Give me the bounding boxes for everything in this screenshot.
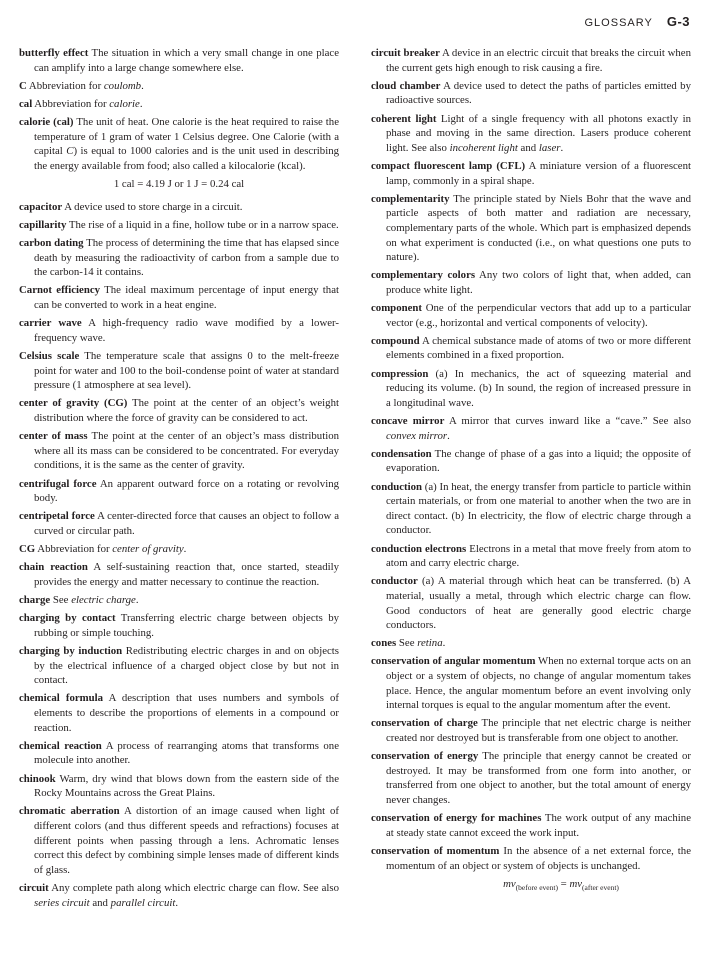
glossary-definition: A self-sustaining reaction that, once started, steadily provides the energy and matter necessary to continue the reaction. [34,561,340,588]
glossary-entry [19,542,339,557]
glossary-definition: A device used to store charge in a circuit. [62,200,243,213]
glossary-definition: The principle stated by Niels Bohr that the wave and particle aspects of both matter and radiation are necessary, complementary parts of the whole. Which part is emphasized depends on what experiment is conducted (i.e., on what questions one puts to nature). [386,192,691,264]
glossary-entry [371,192,691,265]
glossary-term: complementarity [371,192,450,205]
glossary-definition: One of the perpendicular vectors that add up to a particular vector (e.g., horizontal and vertical components of velocity). [386,302,691,329]
glossary-entry [371,79,691,108]
momentum-lhs-subscript: (before event) [515,882,558,892]
glossary-definition: Abbreviation for [26,79,104,92]
glossary-entry [19,79,339,94]
glossary-definition: . [141,79,144,92]
glossary-term: cloud chamber [371,79,441,92]
glossary-definition: Any two colors of light that, when added, can produce white light. [386,269,691,296]
momentum-formula [431,877,691,896]
glossary-definition: . [175,896,179,909]
glossary-term: component [371,302,422,315]
right-column [371,46,691,896]
glossary-term: compound [371,334,420,347]
glossary-definition: A center-directed force that causes an object to follow a curved or circular path. [34,510,339,537]
glossary-definition: Light of a single frequency with all photons exactly in phase and moving in the same direction. Lasers produce coherent light. See also [386,112,691,154]
glossary-entry [371,636,691,651]
glossary-term: conservation of angular momentum [371,655,536,668]
glossary-definition: (a) In heat, the energy transfer from particle to particle within certain materials, or from one material to another when the two are in direct contact. (b) In electricity, the flow of electric charge through a conductor. [386,480,691,537]
glossary-definition: The situation in which a very small change in one place can amplify into a large change somewhere else. [34,47,339,74]
glossary-definition: Abbreviation for [32,97,110,110]
glossary-entry [371,811,691,840]
glossary-definition: A device in an electric circuit that breaks the circuit when the current gets high enough to risk causing a fire. [386,47,691,74]
glossary-term: compact fluorescent lamp (CFL) [371,159,526,172]
equals-sign: = [557,877,570,890]
glossary-term: circuit breaker [371,47,440,59]
momentum-rhs-subscript: (after event) [582,882,619,892]
glossary-definition: . [183,543,187,556]
glossary-definition: A chemical substance made of atoms of two or more different elements combined in a fixed proportion. [386,334,691,362]
cross-reference: coulomb [103,79,142,92]
glossary-term: circuit [19,881,49,894]
glossary-entry [19,396,339,425]
glossary-definition: A device used to detect the paths of particles emitted by radioactive sources. [386,79,691,107]
calorie-formula: 1 cal = 4.19 J or 1 J = 0.24 cal [113,178,245,191]
glossary-entry [371,301,691,330]
glossary-definition: The process of determining the time that has elapsed since death by measuring the radioactivity of carbon from a sample due to the carbon-14 it contains. [34,237,339,279]
glossary-entry [371,574,691,632]
glossary-entry [19,283,339,312]
glossary-term: chinook [19,772,56,785]
glossary-entry [371,268,691,297]
left-column [19,46,339,914]
glossary-entry [19,881,339,910]
cross-reference: parallel circuit [110,896,176,909]
glossary-term: charging by contact [19,612,116,625]
glossary-entry [19,349,339,393]
glossary-entry [371,716,691,745]
glossary-term: conduction electrons [371,542,467,555]
glossary-definition: A mirror that curves inward like a “cave.” See also [444,415,691,427]
glossary-entry [19,477,339,506]
glossary-entry [19,97,339,112]
glossary-definition: The change of phase of a gas into a liquid; the opposite of evaporation. [386,447,691,475]
glossary-definition: A distortion of an image caused when light of different colors (and thus different speeds and refractions) focuses at different points when passing through a lens. Achromatic lenses correct this defect by combining simple lenses made of different kinds of glass. [34,805,340,876]
glossary-term: Celsius scale [19,350,80,363]
page-number: G-3 [666,14,690,29]
glossary-term: center of mass [19,430,88,443]
glossary-entry [371,844,691,873]
glossary-definition: The point at the center of an object’s mass distribution where all its mass can be considered to be concentrated. For everyday conditions, it is the same as the center of gravity. [34,430,339,472]
cross-reference: electric charge [71,594,136,607]
glossary-entry [19,46,339,75]
glossary-definition: A process of rearranging atoms that transforms one molecule into another. [34,739,340,767]
cross-reference: retina [417,637,443,650]
glossary-term: butterfly effect [19,47,89,59]
glossary-term: concave mirror [371,415,445,427]
glossary-term: chromatic aberration [19,805,120,818]
glossary-entry [371,46,691,75]
glossary-term: capacitor [19,200,63,213]
glossary-entry [371,654,691,712]
glossary-entry [371,334,691,363]
cross-reference: calorie [109,97,140,110]
momentum-rhs: mv [569,877,583,890]
glossary-entry [19,236,339,280]
glossary-definition: The unit of heat. One calorie is the heat required to raise the temperature of 1 gram of water 1 Celsius degree. One Calorie (with a capital [34,116,339,158]
glossary-definition: The principle that net electric charge is neither created nor destroyed but is transferable from one object to another. [386,717,691,745]
glossary-definition: The rise of a liquid in a fine, hollow tube or in a narrow space. [66,218,339,231]
glossary-term: Carnot efficiency [19,284,101,297]
glossary-term: compression [371,367,429,380]
glossary-definition: Warm, dry wind that blows down from the eastern side of the Rocky Mountains across the Great Plains. [34,772,339,800]
glossary-definition: and [89,896,111,909]
glossary-entry [19,316,339,345]
glossary-term: centripetal force [19,510,95,523]
glossary-definition: A miniature version of a fluorescent lamp, commonly in a spiral shape. [386,159,692,187]
glossary-definition: The temperature scale that assigns 0 to the melt-freeze point for water and 100 to the boil-condense point of water at standard pressure (1 atmosphere at sea level). [34,350,339,392]
glossary-term: chain reaction [19,561,88,574]
glossary-entry [19,593,339,608]
momentum-lhs: mv [503,877,516,890]
glossary-entry [371,542,691,571]
glossary-definition: See [396,637,418,650]
cross-reference: laser [538,141,561,154]
section-title: GLOSSARY [584,17,653,29]
glossary-term: conservation of energy for machines [371,812,542,825]
glossary-term: charging by induction [19,645,123,658]
cross-reference: series circuit [34,896,90,909]
cross-reference: center of gravity [112,543,184,556]
glossary-definition: . [139,97,143,110]
glossary-term: centrifugal force [19,477,97,490]
glossary-entry [371,480,691,538]
glossary-definition: Redistributing electric charges in and on objects by the electrical influence of a charged object close by but not in contact. [34,645,339,687]
glossary-term: cal [19,97,33,110]
glossary-entry [371,367,691,411]
glossary-term: chemical reaction [19,739,102,752]
glossary-definition: A high-frequency radio wave modified by a lower-frequency wave. [34,317,340,344]
glossary-definition: . [135,594,139,607]
glossary-definition: See [50,594,72,607]
glossary-definition: Electrons in a metal that move freely from atom to atom and carry electric charge. [386,542,692,570]
glossary-definition: (a) A material through which heat can be transferred. (b) A material, usually a metal, through which electric charge can flow. Good conductors of heat are generally good electric charge conductors. [386,575,691,632]
cross-reference: incoherent light [449,141,518,154]
glossary-entry [19,691,339,735]
glossary-entry [19,509,339,538]
glossary-definition: . [447,429,450,442]
glossary-entry [19,218,339,233]
glossary-term: center of gravity (CG) [19,397,128,410]
glossary-entry [19,772,339,801]
glossary-definition: When no external torque acts on an object or a system of objects, no change of angular momentum takes place. Hence, the angular momentum before an event involving only internal torques is equal to the angular momentum after the event. [386,655,691,712]
glossary-definition: Transferring electric charge between objects by rubbing or simple touching. [34,612,339,639]
glossary-definition: Any complete path along which electric charge can flow. See also [48,881,339,894]
glossary-definition: The work output of any machine at steady state cannot exceed the work input. [386,812,691,839]
glossary-term: carbon dating [19,237,84,250]
glossary-definition: The ideal maximum percentage of input energy that can be converted to work in a heat engine. [34,284,340,312]
glossary-entry [371,112,691,156]
glossary-term: charge [19,594,51,607]
glossary-entry [19,200,339,215]
glossary-term: coherent light [371,112,437,125]
glossary-entry [19,429,339,473]
glossary-term: complementary colors [371,269,476,282]
glossary-entry [371,159,691,188]
glossary-entry [19,739,339,768]
glossary-term: conductor [371,575,418,588]
glossary-term: chemical formula [19,692,104,705]
glossary-entry [19,115,339,173]
glossary-definition: Abbreviation for [35,543,113,556]
glossary-term: conservation of charge [371,717,478,730]
glossary-definition: (a) In mechanics, the act of squeezing material and reducing its volume. (b) In sound, the region of increased pressure in a longitudinal wave. [386,367,691,409]
glossary-definition: A description that uses numbers and symbols of elements to describe the proportions of elements in a compound or reaction. [34,692,339,734]
glossary-term: carrier wave [19,317,82,330]
glossary-definition: . [442,637,446,650]
glossary-definition: . [560,141,564,154]
glossary-entry [19,804,339,877]
glossary-definition: The principle that energy cannot be created or destroyed. It may be transformed from one form into another, or transferred from one object to another, but the total amount of energy never changes. [386,750,691,806]
glossary-definition: and [517,141,539,154]
glossary-term: C [19,79,27,92]
glossary-entry [19,611,339,640]
glossary-entry [371,414,691,443]
glossary-definition: The point at the center of an object’s weight distribution where the force of gravity can be considered to act. [34,397,339,424]
glossary-term: CG [19,543,36,556]
glossary-term: conservation of energy [371,750,479,763]
glossary-term: cones [371,637,397,650]
cross-reference: convex mirror [386,429,448,442]
glossary-entry [19,560,339,589]
cross-reference: C [66,145,74,158]
page-header [585,14,691,29]
glossary-entry [19,644,339,688]
glossary-definition: In the absence of a net external force, the momentum of an object or system of objects is unchanged. [386,844,691,872]
glossary-term: condensation [371,447,432,460]
glossary-definition: ) is equal to 1000 calories and is the unit used in describing the energy available from food; also called a kilocalorie (kcal). [34,145,339,172]
glossary-term: calorie (cal) [19,116,74,129]
glossary-term: conservation of momentum [371,844,500,857]
glossary-definition: An apparent outward force on a rotating or revolving body. [34,477,339,505]
glossary-entry [371,447,691,476]
glossary-term: conduction [371,480,422,493]
glossary-entry [371,749,691,807]
glossary-term: capillarity [19,218,67,231]
